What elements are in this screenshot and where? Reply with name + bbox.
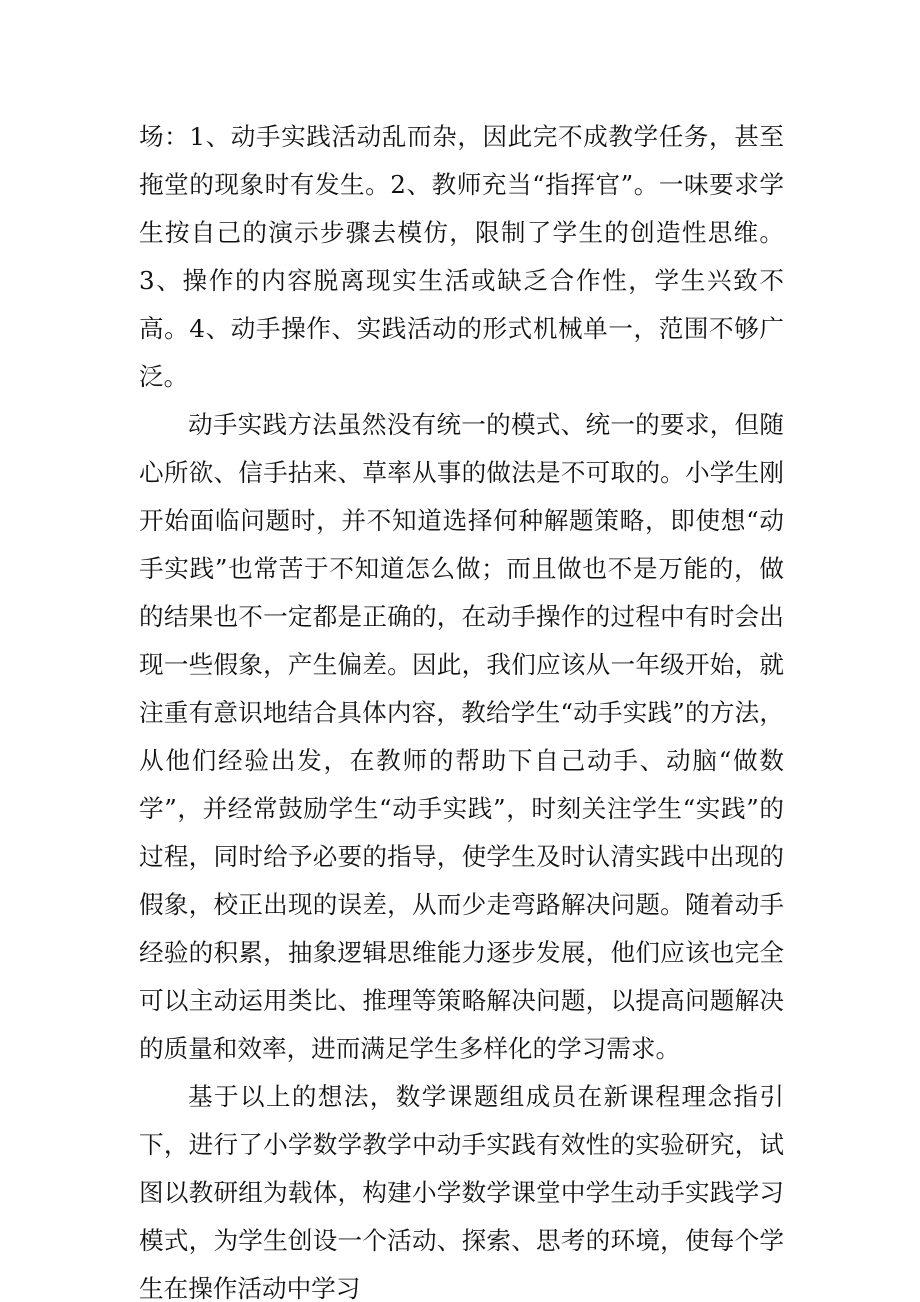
paragraph-research: 基于以上的想法，数学课题组成员在新课程理念指引下，进行了小学数学教学中动手实践有效性的实验研究，试图以教研组为载体，构建小学数学课堂中学生动手实践学习模式，为学生创设一个活动、探索、思考的环境，使每个学生在操作活动中学习	[139, 1082, 784, 1302]
paragraph-method: 动手实践方法虽然没有统一的模式、统一的要求，但随心所欲、信手拈来、草率从事的做法是不可取的。小学生刚开始面临问题时，并不知道选择何种解题策略，即使想“动手实践”也常苦于不知道怎么做；而且做也不是万能的，做的结果也不一定都是正确的，在动手操作的过程中有时会出现一些假象，产生偏差。因此，我们应该从一年级开始，就注重有意识地结合具体内容，教给学生“动手实践”的方法，从他们经验出发，在教师的帮助下自己动手、动脑“做数学”，并经常鼓励学生“动手实践”，时刻关注学生“实践”的过程，同时给予必要的指导，使学生及时认清实践中出现的假象，校正出现的误差，从而少走弯路解决问题。随着动手经验的积累，抽象逻辑思维能力逐步发展，他们应该也完全可以主动运用类比、推理等策略解决问题，以提高问题解决的质量和效率，进而满足学生多样化的学习需求。	[139, 410, 784, 1063]
document-body	[139, 113, 784, 1302]
paragraph-continuation: 场：1、动手实践活动乱而杂，因此完不成教学任务，甚至拖堂的现象时有发生。2、教师充当“指挥官”。一味要求学生按自己的演示步骤去模仿，限制了学生的创造性思维。3、操作的内容脱离现实生活或缺乏合作性，学生兴致不高。4、动手操作、实践活动的形式机械单一，范围不够广泛。	[139, 122, 784, 391]
